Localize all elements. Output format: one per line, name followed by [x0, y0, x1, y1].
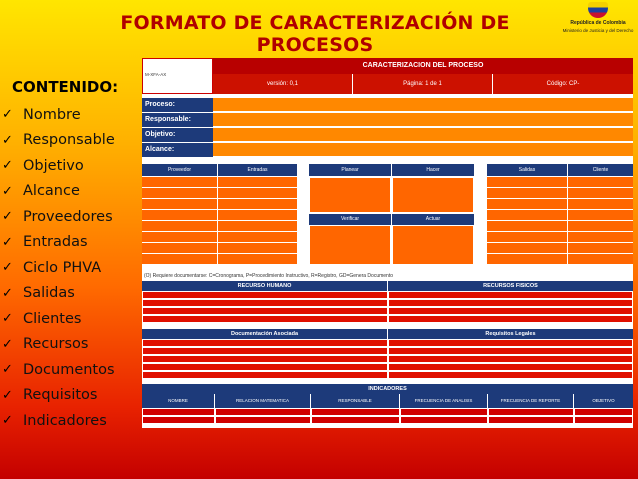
- contenido-heading: CONTENIDO:: [12, 78, 119, 96]
- list-item: ✓ Alcance: [2, 183, 80, 200]
- table-row: [142, 347, 633, 355]
- table-row: [142, 299, 633, 307]
- check-icon: ✓: [2, 311, 13, 327]
- col-relacion: RELACION MATEMATICA: [215, 394, 311, 408]
- list-item: ✓ Objetivo: [2, 157, 84, 174]
- header-planear: Planear: [309, 164, 391, 176]
- form-code-box: M-XFA-AX: [142, 58, 213, 94]
- recursos-fisicos-header: RECURSOS FISICOS: [388, 281, 633, 291]
- table-row: [142, 371, 633, 379]
- code-label: Código: CP-: [493, 74, 633, 94]
- grid-divider: [217, 177, 218, 265]
- table-row: [142, 363, 633, 371]
- field-value[interactable]: [213, 128, 633, 142]
- check-icon: ✓: [2, 158, 13, 174]
- list-item: ✓ Nombre: [2, 106, 81, 123]
- list-item: ✓ Clientes: [2, 310, 82, 327]
- header-verificar: Verificar: [309, 214, 391, 225]
- list-item: ✓ Responsable: [2, 132, 115, 149]
- hacer-cell[interactable]: [392, 177, 474, 213]
- check-icon: ✓: [2, 336, 13, 352]
- logo: [558, 2, 638, 46]
- check-icon: ✓: [2, 209, 13, 225]
- check-icon: ✓: [2, 132, 13, 148]
- field-value[interactable]: [213, 98, 633, 112]
- check-icon: ✓: [2, 107, 13, 123]
- table-row: [142, 291, 633, 299]
- col-nombre: NOMBRE: [142, 394, 215, 408]
- check-icon: ✓: [2, 260, 13, 276]
- table-row: [142, 315, 633, 323]
- header-proveedor: Proveedor: [142, 164, 217, 176]
- table-row: [142, 307, 633, 315]
- grid-divider: [567, 177, 568, 265]
- logo-line2: Ministerio de Justicia y del Derecho: [562, 28, 634, 33]
- indicadores-columns: [142, 394, 633, 408]
- field-row-responsable: Responsable:: [142, 113, 633, 127]
- actuar-cell[interactable]: [392, 225, 474, 265]
- check-icon: ✓: [2, 285, 13, 301]
- proveedor-entradas-grid[interactable]: [142, 177, 297, 265]
- contenido-list: [0, 78, 142, 434]
- documents-header: [142, 329, 633, 339]
- page-label: Página: 1 de 1: [353, 74, 493, 94]
- check-icon: ✓: [2, 362, 13, 378]
- list-item: ✓ Proveedores: [2, 208, 113, 225]
- salidas-cliente-grid[interactable]: [487, 177, 633, 265]
- recurso-humano-header: RECURSO HUMANO: [142, 281, 388, 291]
- header-cliente: Cliente: [568, 164, 633, 176]
- col-frecuencia-reporte: FRECUENCIA DE REPORTE: [488, 394, 574, 408]
- field-row-objetivo: Objetivo:: [142, 128, 633, 142]
- form-heading: CARACTERIZACION DEL PROCESO: [213, 58, 633, 74]
- field-row-proceso: Proceso:: [142, 98, 633, 112]
- list-item: ✓ Documentos: [2, 361, 115, 378]
- coat-of-arms-icon: [588, 2, 608, 18]
- list-item: ✓ Recursos: [2, 336, 89, 353]
- check-icon: ✓: [2, 183, 13, 199]
- table-row: [142, 416, 633, 424]
- table-row: [142, 339, 633, 347]
- check-icon: ✓: [2, 234, 13, 250]
- list-item: ✓ Salidas: [2, 285, 75, 302]
- field-value[interactable]: [213, 143, 633, 157]
- verificar-cell[interactable]: [309, 225, 391, 265]
- list-item: ✓ Entradas: [2, 234, 88, 251]
- check-icon: ✓: [2, 413, 13, 429]
- col-frecuencia-analisis: FRECUENCIA DE ANALISIS: [400, 394, 488, 408]
- characterization-form: [142, 58, 633, 428]
- logo-line1: República de Colombia: [570, 20, 626, 26]
- indicadores-header: INDICADORES: [142, 384, 633, 394]
- field-value[interactable]: [213, 113, 633, 127]
- resources-header: [142, 281, 633, 291]
- documentacion-header: Documentación Asociada: [142, 329, 388, 339]
- field-row-alcance: Alcance:: [142, 143, 633, 157]
- col-objetivo: OBJETIVO: [574, 394, 633, 408]
- table-row: [142, 408, 633, 416]
- slide-title: FORMATO DE CARACTERIZACIÓN DE PROCESOS: [120, 12, 510, 56]
- list-item: ✓ Requisitos: [2, 387, 98, 404]
- col-responsable: RESPONSABLE: [311, 394, 400, 408]
- list-item: ✓ Indicadores: [2, 412, 107, 429]
- header-salidas: Salidas: [487, 164, 567, 176]
- header-hacer: Hacer: [392, 164, 474, 176]
- list-item: ✓ Ciclo PHVA: [2, 259, 102, 276]
- table-row: [142, 355, 633, 363]
- documentation-note: (O) Requiere documentarse: C=Cronograma, P=Procedimiento Instructivo, R=Registro, GD=Genera Documento: [144, 273, 394, 279]
- version-label: versión: 0,1: [213, 74, 353, 94]
- planear-cell[interactable]: [309, 177, 391, 213]
- header-actuar: Actuar: [392, 214, 474, 225]
- header-entradas: Entradas: [218, 164, 297, 176]
- check-icon: ✓: [2, 387, 13, 403]
- requisitos-header: Requisitos Legales: [388, 329, 633, 339]
